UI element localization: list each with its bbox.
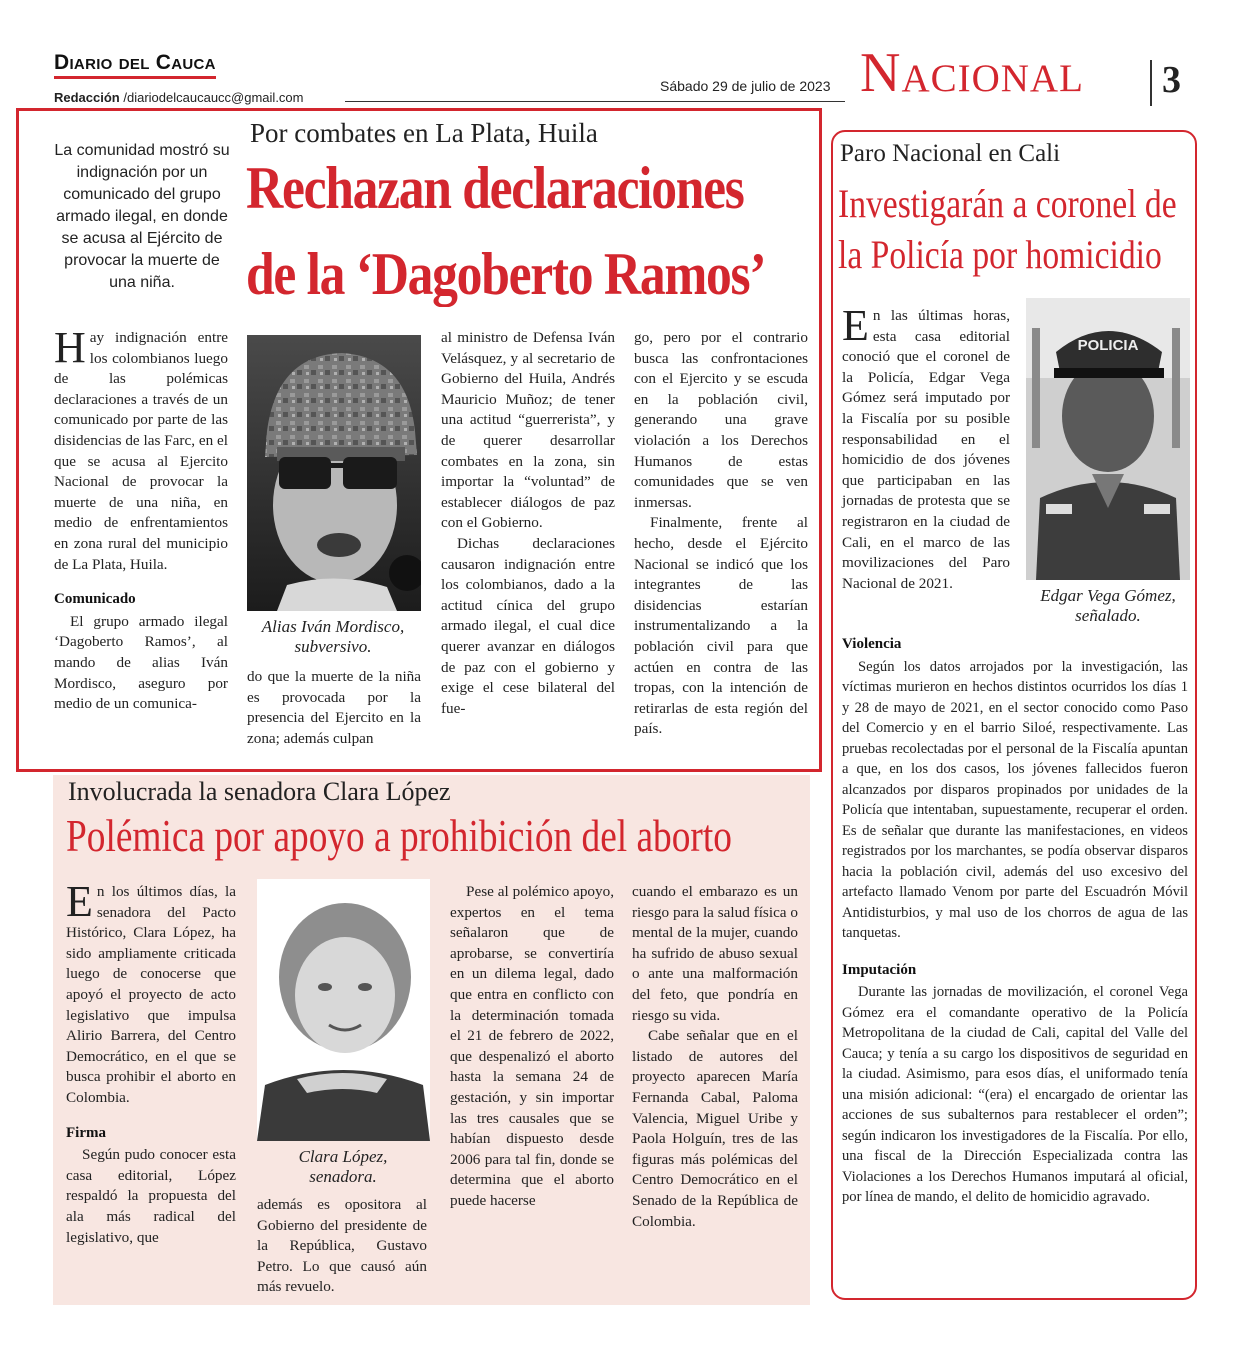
article1-col3-p1: al ministro de Defensa Iván Velásquez, y al secretario de Gobierno del Huila, Andrés Mauricio Muñoz; de tener una actitud “guerrerista”, y de querer desarrollar combates en la zona, sin importar la “voluntad” de establecer diálogos de paz con el Gobierno. xyxy=(441,329,615,532)
article2-p2: Según los datos arrojados por la investigación, las víctimas murieron en hechos distintos ocurridos los días 1 y 28 de mayo de 2021, en el sector conocido como Paso del Comercio y en el barrio Siloé, respectivamente. Las pruebas recolectadas por el personal de la Fiscalía apuntan a que, en los dos casos, los jóvenes fallecidos fueron alcanzados por disparos propinados por unidades de la Policía que intentaban, supuestamente, recuperar el orden. Es de señalar que durante las manifestaciones, en videos registrados por los marchantes, se podía observar disparos hacia la población civil, además del uso excesivo del artefacto llamado Venom por parte del Escuadrón Móvil Antidisturbios, y mal uso de los chorros de agua de las tanquetas. xyxy=(842,658,1188,941)
article3-column2 xyxy=(257,1195,427,1298)
coronel-caption-line1: Edgar Vega Gómez, xyxy=(1040,586,1176,605)
article1-title-line1: Rechazan declaraciones xyxy=(246,155,744,221)
article3-kicker: Involucrada la senadora Clara López xyxy=(68,777,451,806)
article1-col4-p2: Finalmente, frente al hecho, desde el Ejército Nacional se indicó que los integrantes de las disidencias estarían instrumentalizando a la población civil para que actúen en contra de las tropas, con la intención de retirarlas de esta región del país. xyxy=(634,514,808,738)
mordisco-photo-image xyxy=(247,335,421,611)
redaccion-email: /diariodelcaucaucc@gmail.com xyxy=(123,90,304,105)
article1-dropcap: H xyxy=(54,323,86,372)
article3-col4-p1: cuando el embarazo es un riesgo para la salud física o mental de la mujer, cuando ha sufrido de abuso sexual o ante una malformación del feto, que pondría en riesgo su vida. xyxy=(632,883,798,1024)
article3-col1-p1: n los últimos días, la senadora del Pacto Histórico, Clara López, ha sido ampliamente criticada luego de conocerse que apoyó el proyecto de acto legislativo que impulsa Alirio Barrera, del Centro Democrático, en el que se busca prohibir el aborto en Colombia. xyxy=(66,883,236,1106)
header-rule xyxy=(345,101,845,102)
article3-column1 xyxy=(66,877,236,1248)
article1-subhead: Comunicado xyxy=(54,591,136,608)
article1-col1-p2: El grupo armado ilegal ‘Dagoberto Ramos’, al mando de alias Iván Mordisco, aseguro por medio de un comunica- xyxy=(54,612,228,713)
article1-column2 xyxy=(247,667,421,749)
article2-subhead-imputacion: Imputación xyxy=(842,961,917,978)
article3-title: Polémica por apoyo a prohibición del aborto xyxy=(66,811,732,861)
article1-kicker: Por combates en La Plata, Huila xyxy=(250,118,598,148)
article1-summary: La comunidad mostró su indignación por un comunicado del grupo armado ilegal, en donde se acusa al Ejército de provocar la muerte de una niña. xyxy=(54,142,230,291)
section-divider xyxy=(1150,60,1152,106)
article2-title-line1: Investigarán a coronel de xyxy=(838,181,1177,226)
section-title: Nacional xyxy=(860,42,1084,104)
masthead xyxy=(54,52,354,79)
mordisco-caption-line2: subversivo. xyxy=(294,637,372,656)
coronel-cap-text: POLICIA xyxy=(1077,337,1139,354)
clara-photo xyxy=(257,879,430,1141)
article2-p1: n las últimas horas, esta casa editorial conoció que el coronel de la Policía, Edgar Vega Gómez será imputado por la Fiscalía por su posible responsabilidad en el homicidio de dos jóvenes que participaban en las jornadas de protesta que se registraron en la ciudad de Cali, en el marco de las movilizaciones del Paro Nacional de 2021. xyxy=(842,307,1010,592)
article2-intro xyxy=(842,301,1010,594)
issue-date: Sábado 29 de julio de 2023 xyxy=(660,78,831,94)
page-number: 3 xyxy=(1162,59,1181,101)
article3-dropcap: E xyxy=(66,877,93,926)
article1-column4 xyxy=(634,328,808,740)
article3-subhead-firma: Firma xyxy=(66,1124,106,1141)
clara-caption xyxy=(252,1147,434,1187)
article1-title-line2: de la ‘Dagoberto Ramos’ xyxy=(246,241,766,307)
clara-caption-line1: Clara López, xyxy=(298,1147,388,1166)
coronel-caption-line2: señalado. xyxy=(1075,606,1141,625)
coronel-photo xyxy=(1026,298,1190,580)
clara-photo-image xyxy=(257,879,430,1141)
coronel-photo-image xyxy=(1026,298,1190,580)
article2-subhead-violencia: Violencia xyxy=(842,636,902,652)
redaccion-line xyxy=(54,90,303,105)
mordisco-photo xyxy=(247,335,421,611)
article1-column1 xyxy=(54,323,228,715)
article2-dropcap: E xyxy=(842,301,869,350)
article3-col3-p1: Pese al polémico apoyo, expertos en el tema señalaron que de aprobarse, se convertiría en un dilema legal, dado que entra en conflicto con la determinación tomada el 21 de febrero de 2022, que despenalizó el aborto hasta la semana 24 de gestación, y sin importar las tres causales que se habían dispuesto desde 2006 para tal fin, donde se determina que el aborto puede hacerse xyxy=(450,883,614,1209)
article1-column3 xyxy=(441,328,615,719)
article3-col2-p1: además es opositora al Gobierno del presidente de la República, Gustavo Petro. Lo que causó aún más revuelo. xyxy=(257,1196,427,1296)
article2-title-line2: la Policía por homicidio xyxy=(838,232,1162,277)
clara-caption-line2: senadora. xyxy=(309,1167,377,1186)
coronel-caption xyxy=(1020,586,1196,626)
article2-body xyxy=(842,634,1188,1208)
article3-col1-p2: Según pudo conocer esta casa editorial, López respaldó la propuesta del ala más radical del legislativo, que xyxy=(66,1146,236,1246)
article2-kicker: Paro Nacional en Cali xyxy=(840,140,1061,167)
article3-column3 xyxy=(450,882,614,1212)
article2-p3: Durante las jornadas de movilización, el coronel Vega Gómez era el comandante operativo de la Policía Metropolitana de la ciudad de Cali, capital del Valle del Cauca; y tenía a su cargo los dispositivos de seguridad en la ciudad. Asimismo, para esos días, el uniformado tenía una misión adicional: “(era) el encargado de orientar las acciones de sus subalternos para restablecer el orden”; según indicaron los investigadores de la Fiscalía. Por ello, una fiscal de la Dirección Especializada contra las Violaciones a los Derechos Humanos imputará al oficial, por línea de mando, el delito de homicidio agravado. xyxy=(842,984,1188,1205)
mordisco-caption xyxy=(240,617,426,657)
paper-name: Diario del Cauca xyxy=(54,52,216,79)
article3-column4 xyxy=(632,882,798,1232)
article3-col4-p2: Cabe señalar que en el listado de autores del proyecto aparecen María Fernanda Cabal, Paloma Valencia, Miguel Uribe y Paola Holguín, tres de las figuras más polémicas del Centro Democrático en el Senado de la República de Colombia. xyxy=(632,1027,798,1230)
mordisco-caption-line1: Alias Iván Mordisco, xyxy=(261,617,405,636)
article1-col3-p2: Dichas declaraciones causaron indignación entre los colombianos, dado a la actitud cínica del grupo armado ilegal, el cual dice querer avanzar en diálogos de paz con el gobierno y exige el cese bilateral del fue- xyxy=(441,534,615,717)
redaccion-label: Redacción xyxy=(54,90,120,105)
article1-col4-p1: go, pero por el contrario busca las confrontaciones con el Ejercito y se escuda en la población civil, generando una grave violación a los Derechos Humanos de estas comunidades que se ven inmersas. xyxy=(634,329,808,511)
article1-col1-p1: ay indignación entre los colombianos luego de las polémicas declaraciones a través de un comunicado por parte de las disidencias de las Farc, en el que se acusa al Ejercito Nacional de provocar la muerte de una niña, en medio de enfrentamientos en zona rural del municipio de La Plata, Huila. xyxy=(54,329,228,573)
article1-col2-p1: do que la muerte de la niña es provocada por la presencia del Ejercito en la zona; además culpan xyxy=(247,668,421,747)
